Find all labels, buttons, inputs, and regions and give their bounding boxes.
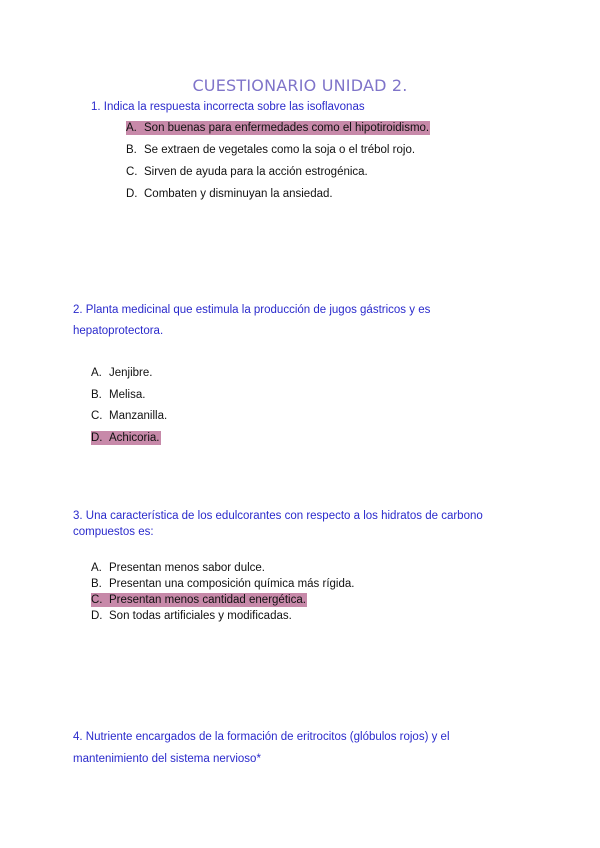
- option-letter: B.: [126, 144, 137, 156]
- option-letter: C.: [91, 594, 103, 606]
- option-letter: B.: [91, 578, 102, 590]
- q2-option-b: [91, 388, 145, 402]
- option-text: Sirven de ayuda para la acción estrogénica.: [144, 166, 368, 178]
- q2-option-d: [91, 431, 161, 445]
- option-text: Son buenas para enfermedades como el hipotiroidismo.: [144, 122, 430, 134]
- option-letter: A.: [91, 367, 102, 379]
- document-title: CUESTIONARIO UNIDAD 2.: [192, 76, 408, 95]
- option-letter: D.: [91, 432, 103, 444]
- option-text: Son todas artificiales y modificadas.: [109, 610, 292, 622]
- option-text: Manzanilla.: [109, 410, 168, 422]
- option-text: Achicoria.: [109, 432, 160, 444]
- option-text: Melisa.: [109, 389, 146, 401]
- option-letter: D.: [91, 610, 103, 622]
- question-3-line-2: compuestos es:: [73, 526, 154, 538]
- question-3-line-1: 3. Una característica de los edulcorantes con respecto a los hidratos de carbono: [73, 510, 483, 522]
- option-letter: C.: [91, 410, 103, 422]
- q1-option-c: [126, 165, 368, 179]
- q2-option-c: [91, 409, 167, 423]
- option-text: Presentan menos sabor dulce.: [109, 562, 265, 574]
- q3-option-c: [91, 593, 307, 607]
- option-text: Presentan una composición química más rígida.: [109, 578, 355, 590]
- option-letter: A.: [126, 122, 137, 134]
- q3-option-d: [91, 609, 292, 623]
- q3-option-a: [91, 561, 265, 575]
- option-letter: A.: [91, 562, 102, 574]
- q1-option-b: [126, 143, 415, 157]
- option-text: Combaten y disminuyan la ansiedad.: [144, 188, 333, 200]
- option-letter: D.: [126, 188, 138, 200]
- q1-option-d: [126, 187, 333, 201]
- q2-option-a: [91, 366, 152, 380]
- option-letter: C.: [126, 166, 138, 178]
- question-4-line-2: mantenimiento del sistema nervioso*: [73, 753, 261, 765]
- question-1: 1. Indica la respuesta incorrecta sobre las isoflavonas: [91, 101, 365, 113]
- q1-option-a: [126, 121, 430, 135]
- question-2-line-2: hepatoprotectora.: [73, 325, 164, 337]
- option-letter: B.: [91, 389, 102, 401]
- option-text: Jenjibre.: [109, 367, 153, 379]
- question-4-line-1: 4. Nutriente encargados de la formación de eritrocitos (glóbulos rojos) y el: [73, 731, 450, 743]
- question-2-line-1: 2. Planta medicinal que estimula la producción de jugos gástricos y es: [73, 304, 431, 316]
- q3-option-b: [91, 577, 354, 591]
- option-text: Se extraen de vegetales como la soja o el trébol rojo.: [144, 144, 416, 156]
- option-text: Presentan menos cantidad energética.: [109, 594, 306, 606]
